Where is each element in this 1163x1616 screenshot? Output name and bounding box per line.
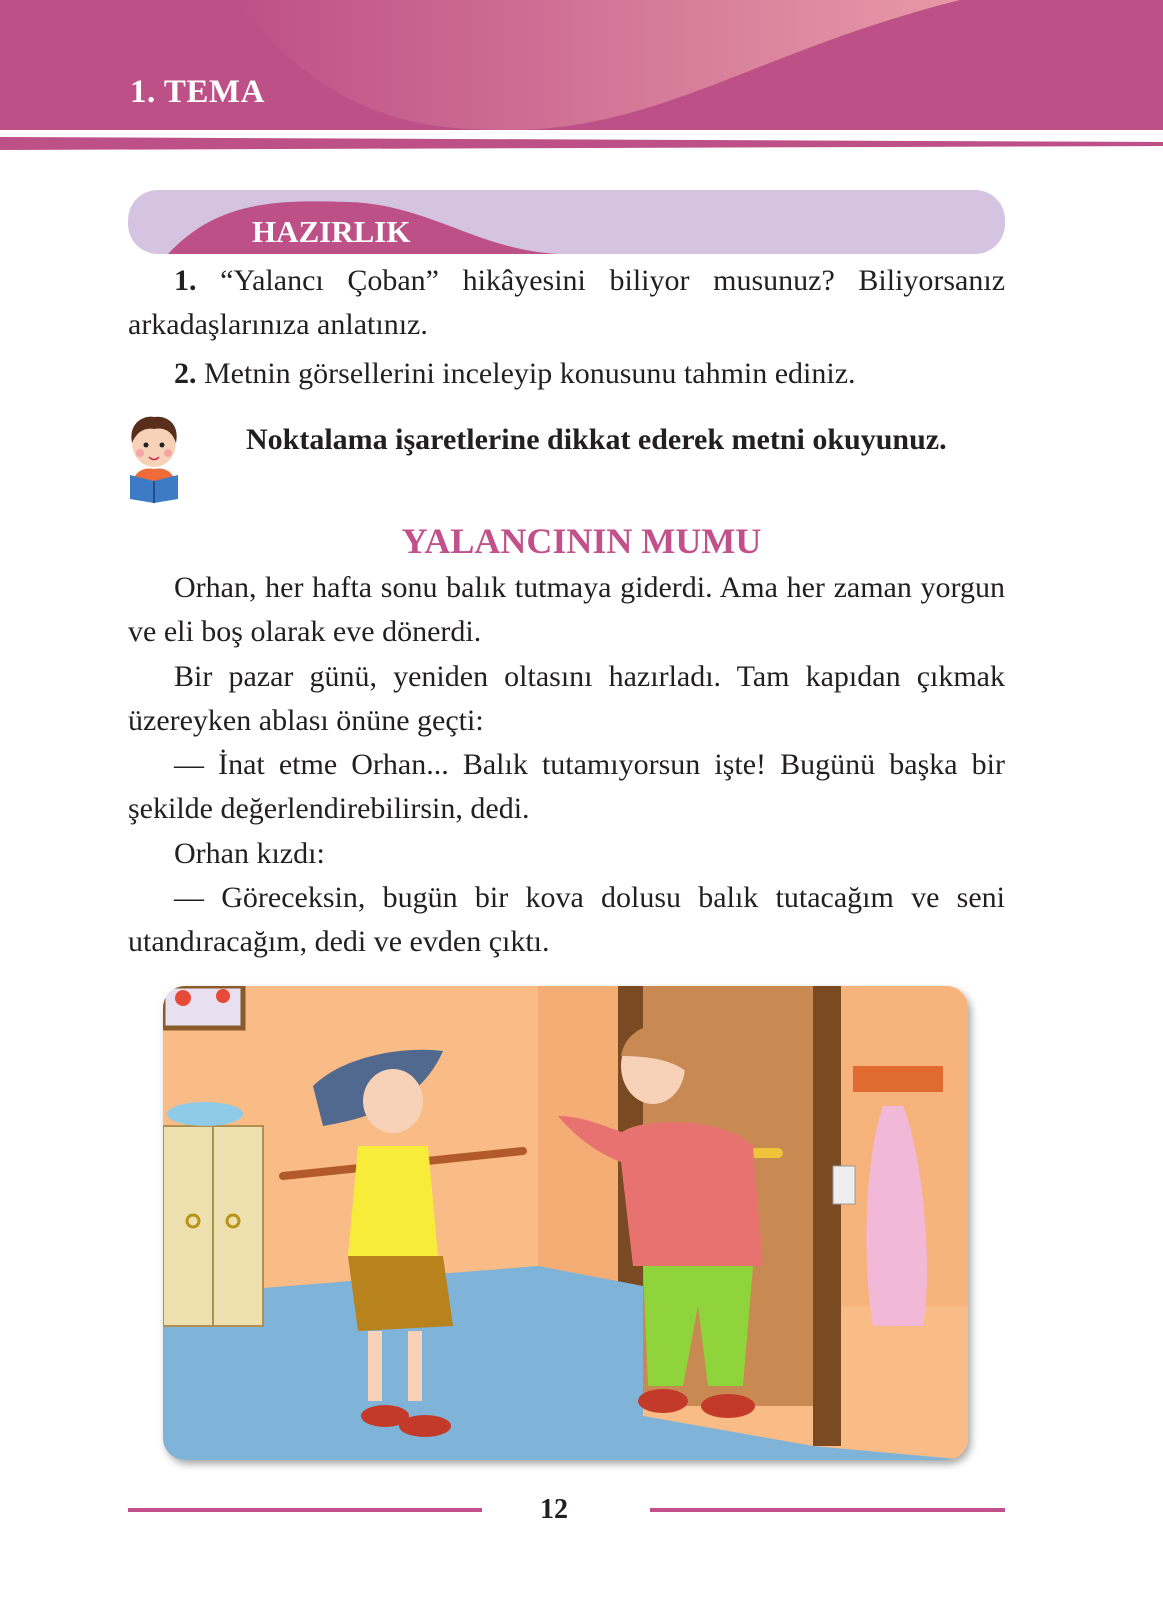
- story-paragraph: — İnat etme Orhan... Balık tutamıyorsun işte! Bugünü başka bir şekilde değerlendirebilirsin, dedi.: [128, 748, 1005, 825]
- story-paragraph: Orhan, her hafta sonu balık tutmaya giderdi. Ama her zaman yorgun ve eli boş olarak eve dönerdi.: [128, 571, 1005, 648]
- story-paragraph: — Göreceksin, bugün bir kova dolusu balık tutacağım ve seni utandıracağım, dedi ve evden çıktı.: [128, 881, 1005, 958]
- question-2: [128, 352, 1005, 396]
- story-paragraph: Orhan kızdı:: [174, 837, 325, 870]
- question-number: 1.: [174, 264, 197, 297]
- page-number: 12: [540, 1494, 568, 1525]
- instruction-text: Noktalama işaretlerine dikkat ederek metni okuyunuz.: [246, 423, 947, 456]
- footer-divider-left: [128, 1508, 482, 1512]
- footer-divider-right: [650, 1508, 1005, 1512]
- preparation-title: HAZIRLIK: [252, 214, 411, 249]
- question-number: 2.: [174, 357, 197, 390]
- story-title: YALANCININ MUMU: [401, 521, 762, 561]
- reading-boy-icon: [126, 415, 182, 503]
- question-1: [128, 259, 1005, 347]
- theme-title: 1. TEMA: [130, 74, 265, 110]
- story-illustration: [163, 986, 968, 1460]
- story-paragraph: Bir pazar günü, yeniden oltasını hazırladı. Tam kapıdan çıkmak üzereyken ablası önüne geçti:: [128, 660, 1005, 737]
- question-text: Metnin görsellerini inceleyip konusunu tahmin ediniz.: [204, 357, 856, 390]
- question-text: “Yalancı Çoban” hikâyesini biliyor musunuz? Biliyorsanız arkadaşlarınıza anlatınız.: [128, 264, 1006, 341]
